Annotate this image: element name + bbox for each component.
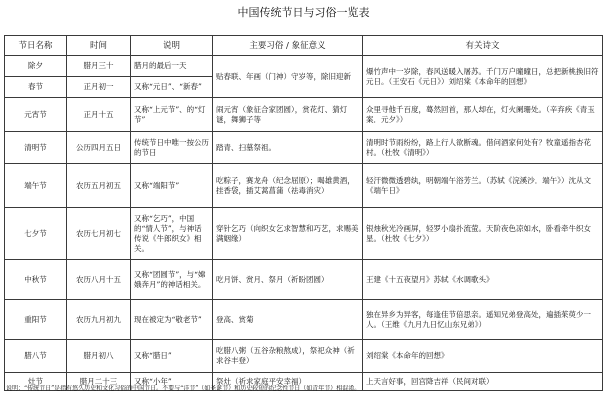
festival-description: 又称“小年” xyxy=(131,373,213,391)
festival-customs: 穿针乞巧（向织女乞求智慧和巧艺，求赐美满姻缘） xyxy=(213,208,363,260)
table-row xyxy=(5,164,603,208)
festival-customs: 吃月饼、赏月、祭月（祈盼团圆） xyxy=(213,260,363,300)
festival-time: 腊月三十 xyxy=(67,56,131,77)
festival-description: 又称“端阳节” xyxy=(131,164,213,208)
header-time: 时间 xyxy=(67,36,131,56)
festival-name: 腊八节 xyxy=(5,340,67,373)
festival-description: 又称“元日”、“新春” xyxy=(131,77,213,98)
festival-description: 又称“上元节”、的“灯节” xyxy=(131,98,213,132)
festival-name: 清明节 xyxy=(5,132,67,164)
festival-name: 七夕节 xyxy=(5,208,67,260)
festival-time: 农历五月初五 xyxy=(67,164,131,208)
festival-time: 农历九月初九 xyxy=(67,300,131,340)
festival-poems: 刘绍棠《本命年的回想》 xyxy=(363,340,603,373)
table-row xyxy=(5,260,603,300)
festival-name: 中秋节 xyxy=(5,260,67,300)
festival-time: 腊月二十三 xyxy=(67,373,131,391)
festival-name: 元宵节 xyxy=(5,98,67,132)
festival-customs: 登高、赏菊 xyxy=(213,300,363,340)
festival-description: 又称“腊日” xyxy=(131,340,213,373)
festival-poems: 清明时节雨纷纷，路上行人欲断魂。借问酒家何处有？牧童遥指杏花村。（杜牧《清明》） xyxy=(363,132,603,164)
festival-description: 腊月的最后一天 xyxy=(131,56,213,77)
table-row xyxy=(5,340,603,373)
festival-customs: 吃腊八粥（五谷杂粮熬成），祭祀众神（祈求谷丰登） xyxy=(213,340,363,373)
header-poems: 有关诗文 xyxy=(363,36,603,56)
festival-customs: 闹元宵（象征合家团圆），赏花灯、猜灯谜，舞狮子等 xyxy=(213,98,363,132)
table-row xyxy=(5,300,603,340)
festival-name: 春节 xyxy=(5,77,67,98)
table-row xyxy=(5,56,603,77)
table-row xyxy=(5,208,603,260)
festival-description: 又称“乞巧”，中国的“情人节”，与神话传说《牛郎织女》相关。 xyxy=(131,208,213,260)
festival-customs: 踏青、扫墓祭祖。 xyxy=(213,132,363,164)
table-row xyxy=(5,132,603,164)
festival-poems: 爆竹声中一岁除，春风送暖入屠苏。千门万户曈曈日，总把新桃换旧符元日。（王安石《元日》）刘绍棠《本命年的回想》 xyxy=(363,56,603,98)
festival-poems: 上天言好事，回宫降吉祥（民间对联） xyxy=(363,373,603,391)
festival-poems: 众里寻他千百度，蓦然回首，那人却在，灯火阑珊处。（辛弃疾《青玉案．元夕》） xyxy=(363,98,603,132)
festival-poems: 银烛秋光冷画屏，轻罗小扇扑流萤。天阶夜色凉如水，卧看牵牛织女星。（杜牧《七夕》） xyxy=(363,208,603,260)
festival-customs: 吃粽子，赛龙舟（纪念屈原）；喝雄黄酒，挂香袋，插艾蒿菖蒲（祛毒消灾） xyxy=(213,164,363,208)
festival-name: 重阳节 xyxy=(5,300,67,340)
header-customs: 主要习俗 / 象征意义 xyxy=(213,36,363,56)
festival-table xyxy=(4,35,603,391)
festival-customs: 贴春联、年画（门神）守岁等，除旧迎新 xyxy=(213,56,363,98)
festival-time: 腊月初八 xyxy=(67,340,131,373)
festival-description: 传统节日中唯一按公历的节日 xyxy=(131,132,213,164)
table-header-row xyxy=(5,36,603,56)
festival-time: 公历四月五日 xyxy=(67,132,131,164)
header-festival-name: 节日名称 xyxy=(5,36,67,56)
festival-time: 正月十五 xyxy=(67,98,131,132)
festival-name: 除夕 xyxy=(5,56,67,77)
festival-description: 又称“团圆节”，与“嫦娥奔月”的神话相关。 xyxy=(131,260,213,300)
festival-description: 现在被定为“敬老节” xyxy=(131,300,213,340)
document-title: 中国传统节日与习俗一览表 xyxy=(237,6,370,19)
festival-name: 灶节 xyxy=(5,373,67,391)
festival-name: 端午节 xyxy=(5,164,67,208)
festival-customs: 祭灶（祈求家庭平安幸福） xyxy=(213,373,363,391)
footnote: 说明：“传统节日”是指有悠久历史和文化习俗的中国节日。不要与“洋节”（如圣诞节）和历史较短的纪念性节日（如青年节）相混淆。 xyxy=(6,385,361,392)
festival-time: 正月初一 xyxy=(67,77,131,98)
festival-poems: 独在异乡为异客，每逢佳节倍思亲。遥知兄弟登高处，遍插茱萸少一人。（王维《九月九日忆山东兄弟》） xyxy=(363,300,603,340)
festival-poems: 王建《十五夜望月》苏轼《水调歌头》 xyxy=(363,260,603,300)
festival-poems: 轻汗微微透碧纨，明朝端午浴芳兰。（苏轼《浣溪沙．端午》）沈从文《端午日》 xyxy=(363,164,603,208)
festival-time: 农历八月十五 xyxy=(67,260,131,300)
header-description: 说明 xyxy=(131,36,213,56)
festival-time: 农历七月初七 xyxy=(67,208,131,260)
table-row xyxy=(5,98,603,132)
